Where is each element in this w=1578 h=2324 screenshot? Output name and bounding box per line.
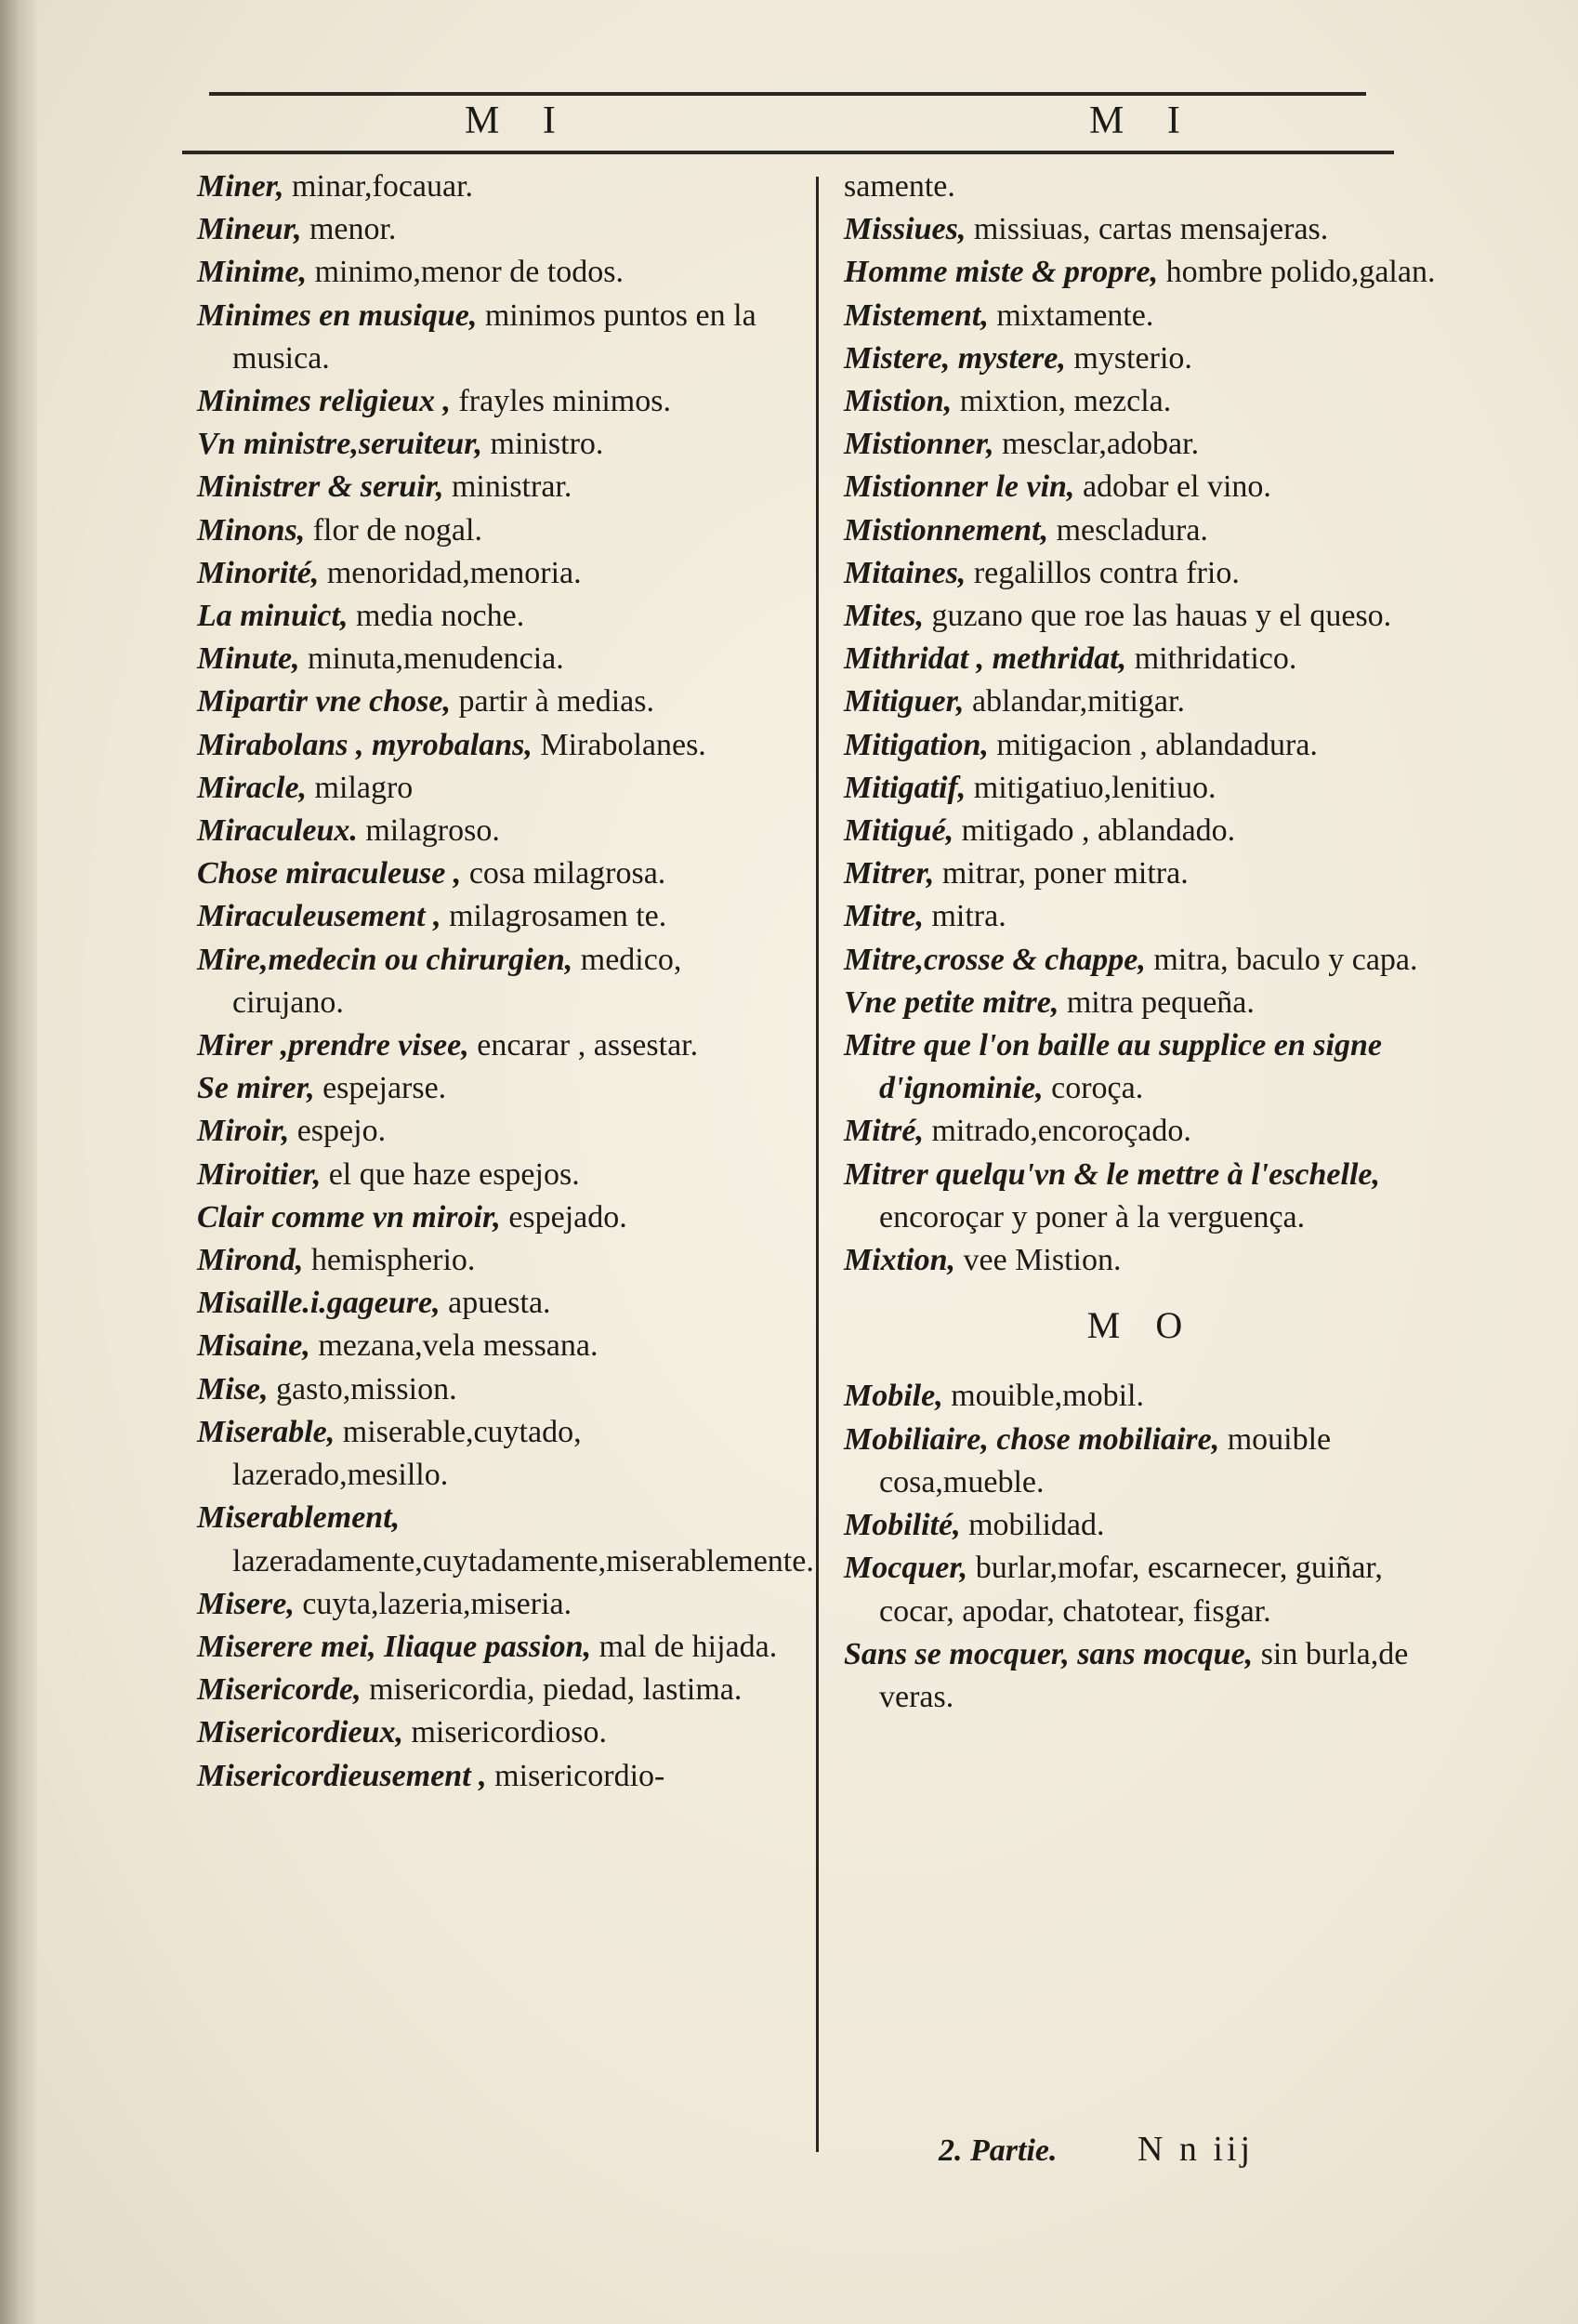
definition: misericordio- (486, 1758, 665, 1793)
headword: Minimes religieux , (197, 384, 451, 419)
definition: mixtamente. (988, 297, 1154, 333)
definition: lazeradamente,cuytadamente,miserablemente. (232, 1543, 814, 1578)
running-head-right: M I (1089, 99, 1197, 142)
dictionary-entry (197, 466, 792, 508)
headword: Miserable, (197, 1414, 335, 1449)
definition: mithridatico. (1126, 641, 1297, 677)
headword: Mirond, (197, 1243, 304, 1278)
definition: el que haze espejos. (321, 1156, 580, 1192)
headword: Mistionner le vin, (844, 469, 1075, 505)
headword: Mixtion, (844, 1243, 955, 1278)
headword: Miraculeux. (197, 813, 358, 849)
definition: misericordia, piedad, lastima. (361, 1672, 743, 1708)
running-head-left: M I (465, 99, 572, 142)
headword: Mitrer quelqu'vn & le mettre à l'eschelle, (844, 1156, 1381, 1192)
headword: Minimes en musique, (197, 297, 478, 333)
headword: Mise, (197, 1371, 269, 1406)
dictionary-entry (197, 380, 792, 423)
headword: Mitre que l'on baille au supplice en signe d'ignominie, (844, 1028, 1382, 1106)
definition: sin burla,de veras. (879, 1636, 1409, 1714)
headword: Mitrer, (844, 856, 935, 891)
dictionary-entry (844, 251, 1439, 294)
definition: mal de hijada. (591, 1629, 778, 1664)
dictionary-entry (197, 1368, 792, 1411)
dictionary-entry (197, 1669, 792, 1711)
definition: vee Mistion. (954, 1243, 1122, 1278)
dictionary-entry (197, 1282, 792, 1325)
dictionary-entry (197, 423, 792, 466)
header-rule-top (209, 92, 1366, 96)
dictionary-entry (844, 852, 1439, 895)
definition: mitigado , ablandado. (953, 813, 1236, 849)
headword: Misericordieux, (197, 1715, 403, 1750)
headword: Mirer ,prendre visee, (197, 1028, 469, 1063)
definition: misericordioso. (402, 1715, 608, 1750)
dictionary-entry (197, 724, 792, 767)
dictionary-entry (197, 638, 792, 680)
headword: Mites, (844, 599, 924, 634)
dictionary-entry (197, 295, 792, 380)
dictionary-entry (844, 1504, 1439, 1547)
dictionary-entry (844, 724, 1439, 767)
definition: mitra. (923, 899, 1006, 934)
dictionary-entry (844, 1154, 1439, 1239)
dictionary-entry (197, 165, 792, 208)
headword: Mineur, (197, 212, 302, 247)
headword: Mithridat , methridat, (844, 641, 1127, 677)
headword: Mocquer, (844, 1551, 968, 1586)
dictionary-entry (197, 1583, 792, 1626)
dictionary-entry (844, 595, 1439, 638)
definition: mesclar,adobar. (993, 427, 1200, 462)
headword: Misaille.i.gageure, (197, 1286, 441, 1321)
dictionary-entry (844, 982, 1439, 1024)
headword: Misaine, (197, 1328, 310, 1364)
dictionary-entry (844, 423, 1439, 466)
dictionary-entry (844, 680, 1439, 723)
headword: Mipartir vne chose, (197, 684, 451, 720)
definition: mitigatiuo,lenitiuo. (966, 770, 1216, 805)
headword: Mitre, (844, 899, 924, 934)
definition: mitrado,encoroçado. (923, 1114, 1191, 1149)
dictionary-entry (197, 680, 792, 723)
headword: Misericorde, (197, 1672, 362, 1708)
definition: espejo. (289, 1114, 387, 1149)
definition: mitrar, poner mitra. (934, 856, 1189, 891)
definition: mitigacion , ablandadura. (988, 727, 1318, 762)
definition: ministro. (482, 427, 604, 462)
definition: partir à medias. (450, 684, 654, 720)
definition: missiuas, cartas mensajeras. (966, 212, 1329, 247)
headword: Minime, (197, 255, 308, 290)
headword: Minute, (197, 641, 300, 677)
definition: Mirabolanes. (532, 727, 706, 762)
dictionary-entry (197, 1626, 792, 1669)
definition: espejado. (500, 1199, 627, 1235)
definition: mixtion, mezcla. (952, 384, 1172, 419)
signature-mark: N n iij (1137, 2130, 1255, 2169)
definition: milagro (307, 770, 414, 805)
dictionary-entry (844, 939, 1439, 982)
definition: burlar,mofar, escarnecer, guiñar, cocar, apodar, chatotear, fisgar. (879, 1551, 1383, 1629)
dictionary-entry (197, 1110, 792, 1153)
definition: apuesta. (440, 1286, 551, 1321)
definition: cosa milagrosa. (461, 856, 666, 891)
headword: Mistionner, (844, 427, 994, 462)
definition: minimo,menor de todos. (307, 255, 624, 290)
definition: encarar , assestar. (468, 1028, 699, 1063)
definition: mobilidad. (960, 1508, 1105, 1543)
definition: medico, cirujano. (232, 942, 682, 1020)
headword: Miserere mei, Iliaque passion, (197, 1629, 592, 1664)
part-label: 2. Partie. (939, 2133, 1058, 2168)
definition: menoridad,menoria. (319, 555, 582, 590)
dictionary-entry (844, 1633, 1439, 1719)
page-footer (939, 2129, 1254, 2170)
headword: Mitre,crosse & chappe, (844, 942, 1146, 977)
dictionary-entry (197, 1024, 792, 1067)
headword: La minuict, (197, 599, 348, 634)
headword: Miraculeusement , (197, 899, 441, 934)
dictionary-entry (844, 466, 1439, 508)
dictionary-entry (844, 509, 1439, 552)
definition: mezana,vela messana. (309, 1328, 598, 1364)
dictionary-entry (197, 509, 792, 552)
definition: samente. (844, 169, 955, 204)
dictionary-entry (197, 767, 792, 810)
headword: Clair comme vn miroir, (197, 1199, 501, 1235)
dictionary-entry (197, 810, 792, 852)
dictionary-entry (197, 251, 792, 294)
definition: hemispherio. (303, 1243, 476, 1278)
definition: flor de nogal. (305, 512, 482, 548)
definition: media noche. (348, 599, 525, 634)
dictionary-entry (197, 1711, 792, 1754)
headword: Mobile, (844, 1379, 943, 1414)
definition: mouible cosa,mueble. (879, 1421, 1332, 1499)
dictionary-entry (844, 895, 1439, 938)
headword: Mobiliaire, chose mobiliaire, (844, 1421, 1220, 1457)
definition: minimos puntos en la musica. (232, 297, 756, 376)
headword: Mobilité, (844, 1508, 961, 1543)
headword: Mistion, (844, 384, 953, 419)
definition: mitra, baculo y capa. (1145, 942, 1418, 977)
dictionary-entry (197, 1196, 792, 1239)
dictionary-entry (844, 810, 1439, 852)
dictionary-entry (197, 595, 792, 638)
definition: mysterio. (1065, 340, 1192, 376)
dictionary-entry (197, 1239, 792, 1282)
definition: encoroçar y poner à la verguença. (879, 1199, 1306, 1235)
definition: cuyta,lazeria,miseria. (294, 1586, 572, 1621)
dictionary-entry (197, 1411, 792, 1497)
headword: Mitigué, (844, 813, 954, 849)
dictionary-entry (844, 638, 1439, 680)
headword: Minorité, (197, 555, 320, 590)
headword: Se mirer, (197, 1071, 315, 1106)
dictionary-entry (844, 552, 1439, 595)
right-column-mo-entries (844, 1375, 1439, 1719)
definition: guzano que roe las hauas y el queso. (923, 599, 1392, 634)
header-rule-bottom (182, 151, 1394, 154)
headword: Vne petite mitre, (844, 984, 1059, 1020)
definition: ministrar. (443, 469, 572, 505)
headword: Vn ministre,seruiteur, (197, 427, 483, 462)
headword: Mistionnement, (844, 512, 1049, 548)
headword: Mitré, (844, 1114, 924, 1149)
headword: Miracle, (197, 770, 308, 805)
definition: hombre polido,galan. (1158, 255, 1436, 290)
definition: minar,focauar. (283, 169, 474, 204)
headword: Mitiguer, (844, 684, 965, 720)
dictionary-entry (844, 1419, 1439, 1504)
headword: Mirabolans , myrobalans, (197, 727, 533, 762)
headword: Missiues, (844, 212, 967, 247)
headword: Miroir, (197, 1114, 290, 1149)
headword: Miroitier, (197, 1156, 322, 1192)
definition: mitra pequeña. (1059, 984, 1255, 1020)
definition: minuta,menudencia. (299, 641, 564, 677)
definition: milagroso. (357, 813, 500, 849)
dictionary-entry (197, 1497, 814, 1582)
column-divider (816, 177, 819, 2152)
dictionary-entry (197, 1067, 792, 1110)
headword: Misere, (197, 1586, 295, 1621)
definition: menor. (301, 212, 397, 247)
dictionary-entry (844, 337, 1439, 380)
headword: Sans se mocquer, sans mocque, (844, 1636, 1254, 1671)
dictionary-entry (197, 1325, 792, 1367)
dictionary-entry (844, 767, 1439, 810)
definition: mescladura. (1048, 512, 1208, 548)
dictionary-entry (844, 1239, 1439, 1282)
headword: Ministrer & seruir, (197, 469, 444, 505)
definition: adobar el vino. (1074, 469, 1271, 505)
definition: mouible,mobil. (942, 1379, 1144, 1414)
headword: Misericordieusement , (197, 1758, 487, 1793)
dictionary-entry (844, 208, 1439, 251)
dictionary-entry (197, 1154, 792, 1196)
dictionary-entry (197, 895, 792, 938)
dictionary-entry (197, 208, 792, 251)
binding-spine (0, 0, 37, 2324)
definition: coroça. (1043, 1071, 1144, 1106)
dictionary-entry (844, 380, 1439, 423)
headword: Mistere, mystere, (844, 340, 1066, 376)
dictionary-entry (844, 295, 1439, 337)
headword: Chose miraculeuse , (197, 856, 462, 891)
left-column (197, 165, 814, 1798)
headword: Mitigation, (844, 727, 989, 762)
headword: Miner, (197, 169, 284, 204)
right-column (844, 165, 1439, 1719)
dictionary-entry (197, 939, 792, 1024)
dictionary-entry (844, 1110, 1439, 1153)
headword: Mire,medecin ou chirurgien, (197, 942, 573, 977)
definition: ablandar,mitigar. (964, 684, 1185, 720)
dictionary-entry (844, 1375, 1439, 1418)
definition: espejarse. (314, 1071, 447, 1106)
definition: milagrosamen te. (441, 899, 667, 934)
headword: Mitigatif, (844, 770, 967, 805)
definition: miserable,cuytado, lazerado,mesillo. (232, 1414, 582, 1493)
headword: Homme miste & propre, (844, 255, 1159, 290)
dictionary-entry (197, 1755, 792, 1798)
right-column-mi-entries (844, 165, 1439, 1282)
headword: Mitaines, (844, 555, 967, 590)
dictionary-entry (197, 852, 792, 895)
dictionary-entry (844, 165, 1439, 208)
section-heading: M O (1086, 1304, 1196, 1347)
definition: frayles minimos. (450, 384, 671, 419)
definition: regalillos contra frio. (966, 555, 1240, 590)
headword: Miserablement, (197, 1500, 401, 1536)
definition: gasto,mission. (268, 1371, 457, 1406)
dictionary-entry (844, 1547, 1439, 1632)
dictionary-entry (844, 1024, 1439, 1110)
dictionary-entry (197, 552, 792, 595)
headword: Mistement, (844, 297, 989, 333)
headword: Minons, (197, 512, 306, 548)
